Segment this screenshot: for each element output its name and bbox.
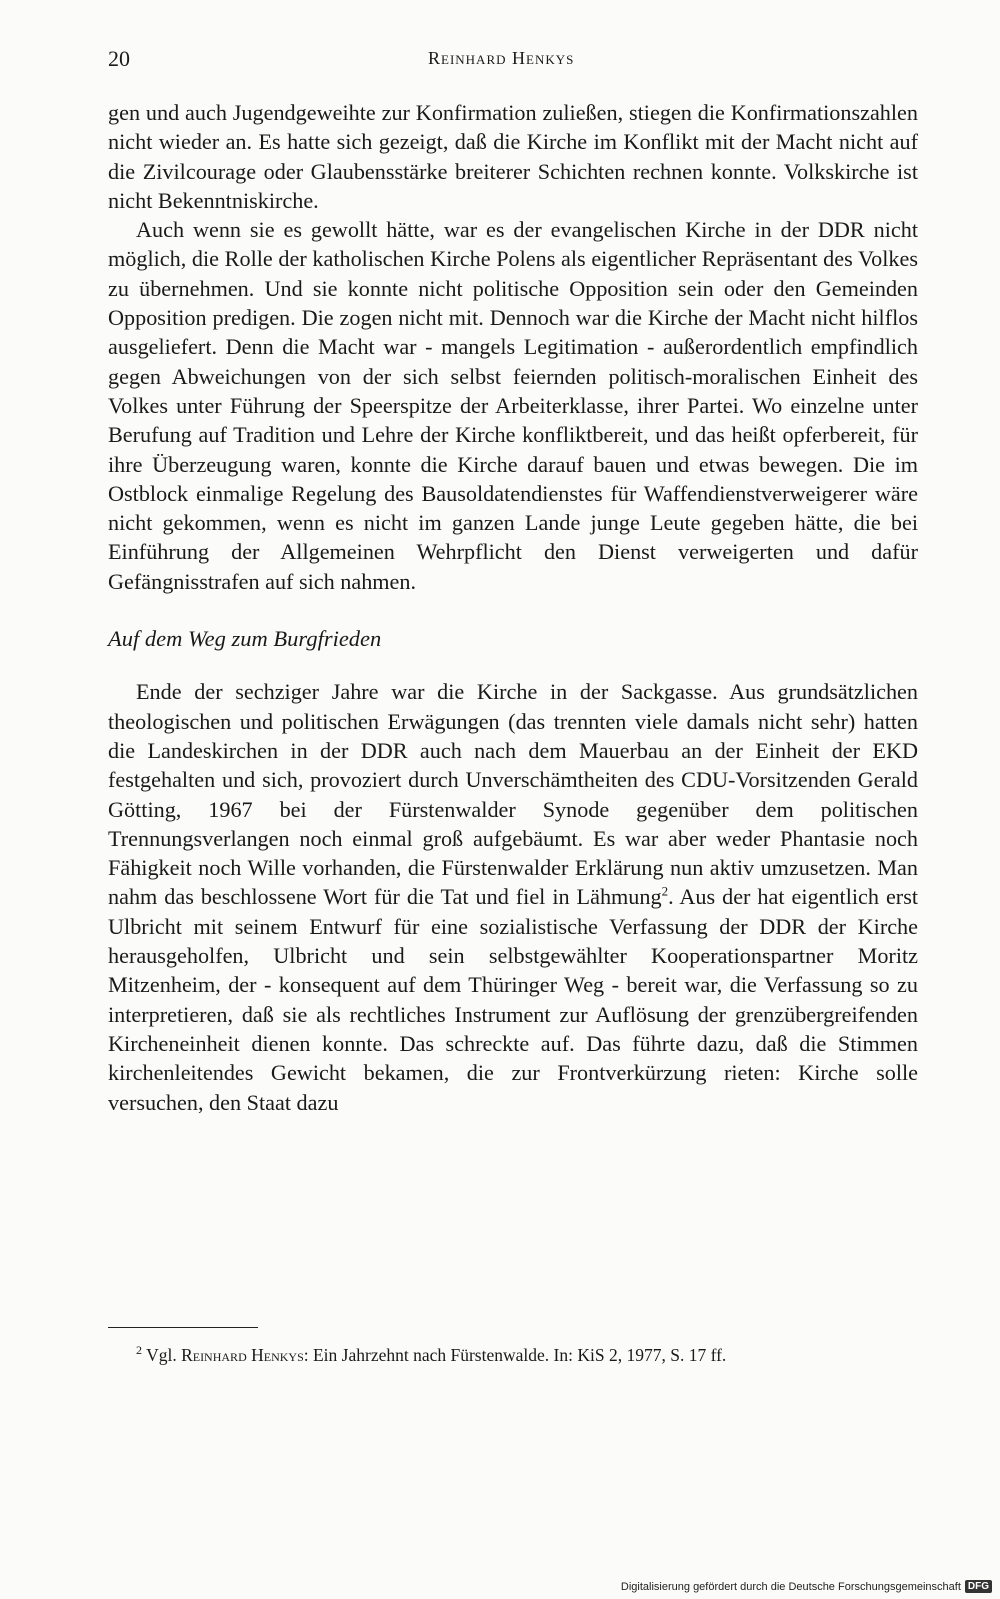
dfg-logo-icon: DFG xyxy=(965,1580,992,1593)
watermark-text: Digitalisierung gefördert durch die Deutsche Forschungsgemeinschaft xyxy=(620,1580,961,1593)
footnote-number: 2 xyxy=(136,1343,142,1357)
footnote-rule xyxy=(108,1327,258,1328)
paragraph-2: Auch wenn sie es gewollt hätte, war es der evangelischen Kirche in der DDR nicht möglich, die Rolle der katholischen Kirche Polens als eigentlicher Repräsentant des Volkes zu übernehmen. Und sie konnte nicht politische Opposition sein oder den Gemeinden Opposition predigen. Die zogen nicht mit. Dennoch war die Kirche der Macht nicht hilflos ausgeliefert. Denn die Macht war - mangels Legitimation - außerordentlich empfindlich gegen Abweichungen von der sich selbst feiernden politisch-moralischen Einheit des Volkes unter Führung der Speerspitze der Arbeiterklasse, ihrer Partei. Wo einzelne unter Berufung auf Tradition und Lehre der Kirche konfliktbereit, und das heißt opferbereit, für ihre Überzeugung waren, konnte die Kirche darauf bauen und etwas bewegen. Die im Ostblock einmalige Regelung des Bausoldatendienstes für Waffendienstverweigerer wäre nicht gekommen, wenn es nicht im ganzen Lande junge Leute gegeben hätte, die bei Einführung der Allgemeinen Wehrpflicht den Dienst verweigerten und dafür Gefängnisstrafen auf sich nahmen. xyxy=(108,217,918,594)
paragraph-3-part-2: . Aus der hat eigentlich erst Ulbricht mit seinem Entwurf für eine sozialistische Verfassung der DDR der Kirche herausgeholfen, Ulbricht und sein selbstgewählter Kooperationspartner Moritz Mitzenheim, der - konsequent auf dem Thüringer Weg - bereit war, die Verfassung so zu interpretieren, daß sie als rechtliches Instrument zur Auflösung der grenzübergreifenden Kircheneinheit dienen konnte. Das schreckte auf. Das führte dazu, daß die Stimmen kirchenleitendes Gewicht bekamen, die zur Frontverkürzung rieten: Kirche solle versuchen, den Staat dazu xyxy=(108,884,918,1115)
digitization-watermark xyxy=(621,1580,992,1593)
footnote xyxy=(136,1339,916,1366)
footnote-author: Reinhard Henkys xyxy=(181,1344,304,1365)
paragraph-3 xyxy=(108,677,918,1116)
footnote-text: : Ein Jahrzehnt nach Fürstenwalde. In: KiS 2, 1977, S. 17 ff. xyxy=(303,1344,727,1365)
paragraph-1: gen und auch Jugendgeweihte zur Konfirmation zuließen, stiegen die Konfirmationszahlen nicht wieder an. Es hatte sich gezeigt, daß die Kirche im Konflikt mit der Macht nicht auf die Zivilcourage oder Glaubensstärke breiterer Schichten rechnen konnte. Volkskirche ist nicht Bekenntniskirche. xyxy=(108,100,918,213)
running-head: Reinhard Henkys xyxy=(428,48,575,68)
footnote-prefix: Vgl. xyxy=(146,1344,182,1365)
section-heading: Auf dem Weg zum Burgfrieden xyxy=(108,626,382,652)
body-text xyxy=(108,98,918,1117)
page-number: 20 xyxy=(108,46,130,71)
footnote-marker[interactable]: 2 xyxy=(661,884,669,900)
paragraph-3-part-1: Ende der sechziger Jahre war die Kirche in der Sackgasse. Aus grundsätzlichen theologischen und politischen Erwägungen (das trennten viele damals nicht sehr) hatten die Landeskirchen in der DDR auch nach dem Mauerbau an der Einheit der EKD festgehalten und sich, provoziert durch Unverschämtheiten des CDU-Vorsitzenden Gerald Götting, 1967 bei der Fürstenwalder Synode gegenüber dem politischen Trennungsverlangen noch einmal groß aufgebäumt. Es war aber weder Phantasie noch Fähigkeit noch Wille vorhanden, die Fürstenwalder Erklärung nun aktiv umzusetzen. Man nahm das beschlossene Wort für die Tat und fiel in Lähmung xyxy=(108,679,918,910)
page-header xyxy=(108,46,918,76)
